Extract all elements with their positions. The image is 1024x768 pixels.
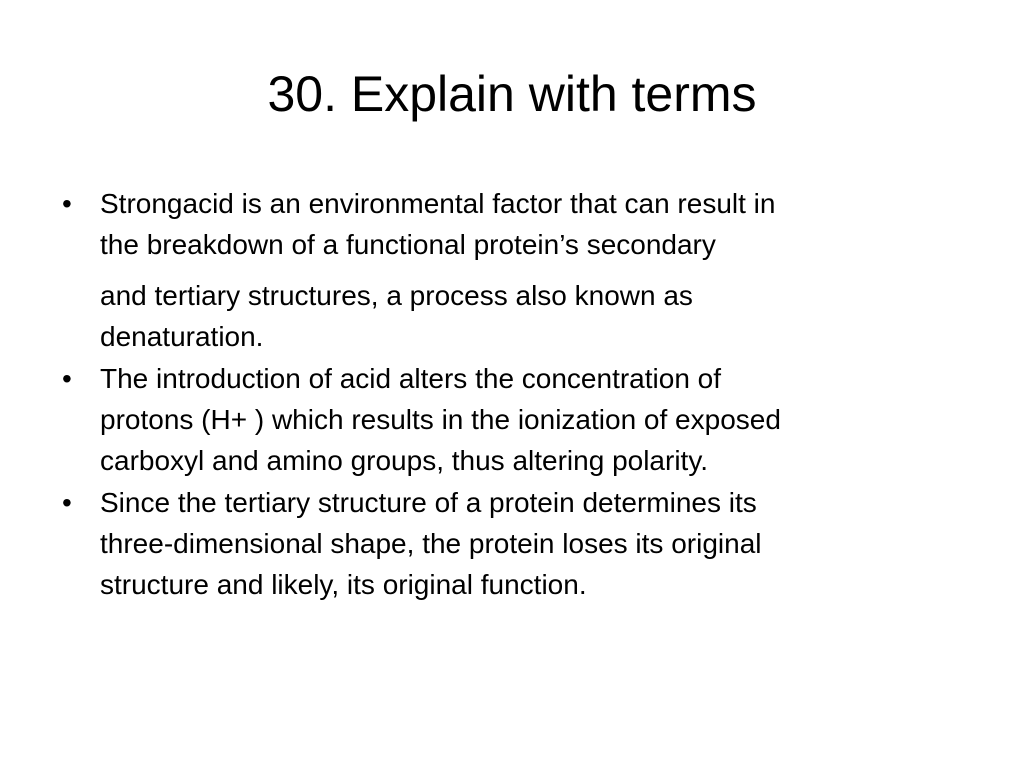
bullet-text-line: Strongacid is an environmental factor that can result in	[100, 188, 776, 219]
bullet-text-line: protons (H+ ) which results in the ionization of exposed	[100, 404, 781, 435]
bullet-icon: •	[62, 363, 72, 394]
bullet-text-line: The introduction of acid alters the concentration of	[100, 363, 722, 394]
bullet-text-line: the breakdown of a functional protein’s secondary	[100, 229, 716, 260]
bullet-text-line: Since the tertiary structure of a protein determines its	[100, 487, 757, 518]
bullet-text-line: carboxyl and amino groups, thus altering polarity.	[100, 445, 709, 476]
bullet-text-line: denaturation.	[100, 321, 264, 352]
bullet-icon: •	[62, 487, 72, 518]
bullet-icon: •	[62, 188, 72, 219]
bullet-list	[62, 183, 972, 606]
bullet-item-2	[62, 358, 972, 481]
bullet-item-3	[62, 482, 972, 605]
bullet-text-line: three-dimensional shape, the protein loses its original	[100, 528, 762, 559]
bullet-item-1	[62, 183, 972, 357]
bullet-text-line: structure and likely, its original function.	[100, 569, 587, 600]
bullet-text-line: and tertiary structures, a process also known as	[100, 280, 693, 311]
slide-title: 30. Explain with terms	[267, 66, 757, 122]
